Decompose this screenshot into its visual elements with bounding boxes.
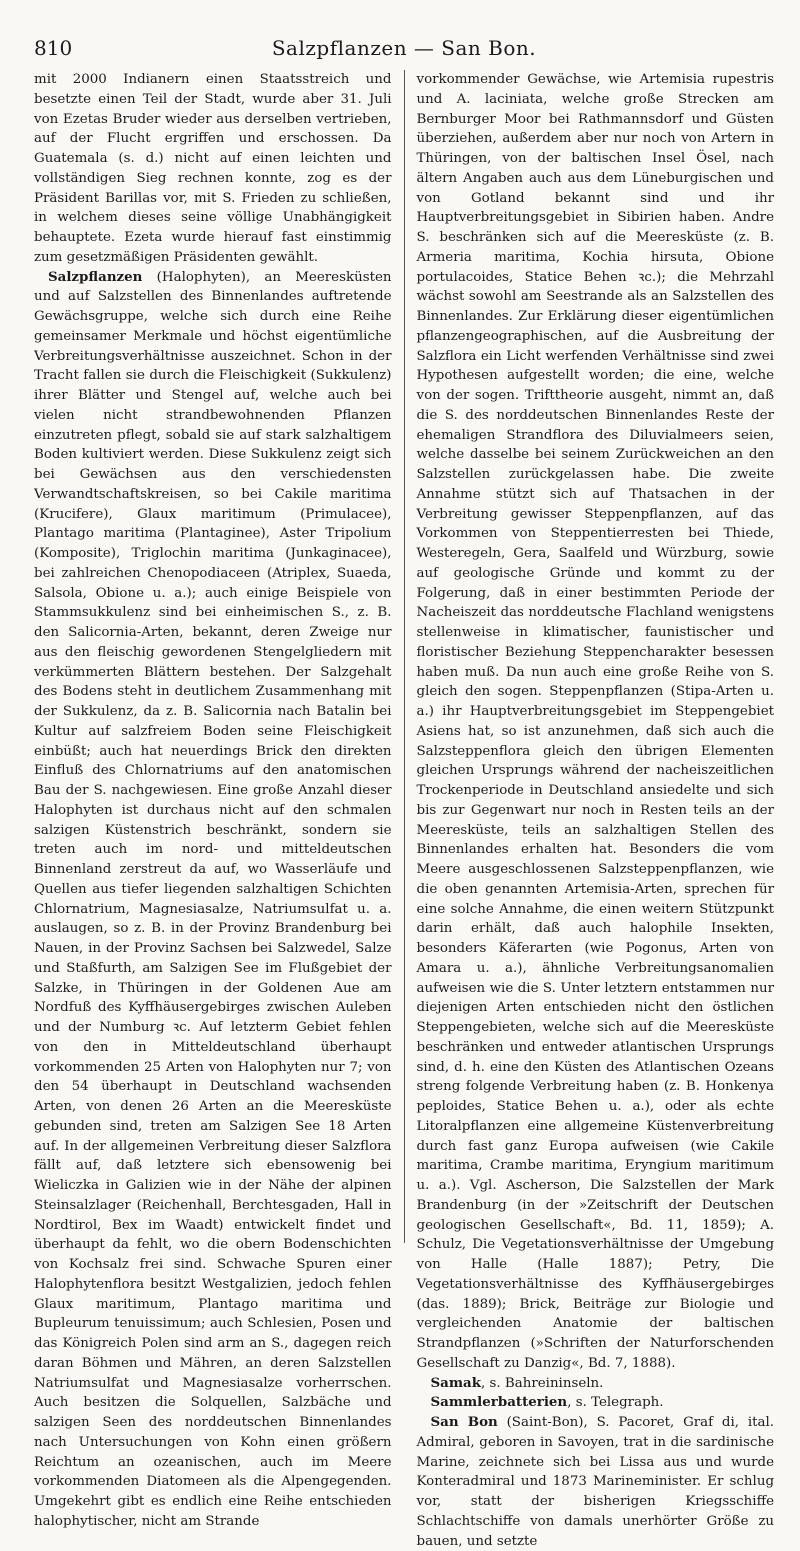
entry-sammlerbatterien [417,1393,775,1413]
column-divider [404,70,405,1243]
left-column [34,70,392,1529]
entry-san-bon [417,1413,775,1551]
page-header [34,36,774,66]
headword: Samak [430,1374,481,1391]
headword: Salzpflanzen [48,268,143,285]
entry-continuation: mit 2000 Indianern einen Staatsstreich und besetzte einen Teil der Stadt, wurde aber 31. Juli von Ezetas Bruder wieder aus derselben vertrieben, auf der Flucht ergriffen und erschossen. Da Guatemala (s. d.) nicht auf einen leichten und vollständigen Sieg rechnen konnte, zog es der Präsident Barillas vor, mit S. Frieden zu schließen, in welchem dieses seine völlige Unabhängigkeit behauptete. Ezeta wurde hierauf fast einstimmig zum gesetzmäßigen Präsidenten gewählt. [34,72,392,265]
entry-text: (Halophyten), an Meeresküsten und auf Salzstellen des Binnenlandes auftretende Gewächsgruppe, welche sich durch eine Reihe gemeinsamer Merkmale und höchst eigentümliche Verbreitungsverhältnisse auszeichnet. Schon in der Tracht fallen sie durch die Fleischigkeit (Sukkulenz) ihrer Blätter und Stengel auf, welche auch bei vielen nicht strandbewohnenden Pflanzen einzutreten pflegt, sobald sie auf stark salzhaltigem Boden kultiviert werden. Diese Sukkulenz zeigt sich bei Gewächsen aus den verschiedensten Verwandtschaftskreisen, so bei Cakile maritima (Krucifere), Glaux maritimum (Primulacee), Plantago maritima (Plantaginee), Aster Tripolium (Komposite), Triglochin maritima (Junkaginacee), bei zahlreichen Chenopodiaceen (Atriplex, Suaeda, Salsola, Obione u. a.); auch einige Beispiele von Stammsukkulenz sind bei einheimischen S., z. B. den Salicornia-Arten, bekannt, deren Zweige nur aus den fleischig gewordenen Stengelgliedern mit verkümmerten Blättern bestehen. Der Salzgehalt des Bodens steht in deutlichem Zusammenhang mit der Sukkulenz, da z. B. Salicornia nach Batalin bei Kultur auf salzfreiem Boden seine Fleischigkeit einbüßt; auch hat neuerdings Brick den direkten Einfluß des Chlornatriums auf den anatomischen Bau der S. nachgewiesen. Eine große Anzahl dieser Halophyten ist durchaus nicht auf den schmalen salzigen Küstenstrich beschränkt, sondern sie treten auch im nord- und mitteldeutschen Binnenland zerstreut da auf, wo Wasserläufe und Quellen aus tiefer liegenden salzhaltigen Schichten Chlornatrium, Magnesiasalze, Natriumsulfat u. a. auslaugen, so z. B. in der Provinz Brandenburg bei Nauen, in der Provinz Sachsen bei Salzwedel, Salze und Staßfurth, am Salzigen See im Flußgebiet der Salzke, in Thüringen in der Goldenen Aue am Nordfuß des Kyffhäusergebirges zwischen Auleben und der Numburg ꝛc. Auf letzterm Gebiet fehlen von den in Mitteldeutschland überhaupt vorkommenden 25 Arten von Halophyten nur 7; von den 54 überhaupt in Deutschland wachsenden Arten, von denen 26 Arten an die Meeresküste gebunden sind, treten am Salzigen See 18 Arten auf. In der allgemeinen Verbreitung dieser Salzflora fällt auf, daß letztere sich ebensowenig bei Wieliczka in Galizien wie in der Nähe der alpinen Steinsalzlager (Reichenhall, Berchtesgaden, Hall in Nordtirol, Bex im Waadt) entwickelt findet und überhaupt da fehlt, wo die obern Bodenschichten von Kochsalz frei sind. Schwache Spuren einer Halophytenflora besitzt Westgalizien, jedoch fehlen Glaux maritimum, Plantago maritima und Bupleurum tenuissimum; auch Schlesien, Posen und das Königreich Polen sind arm an S., dagegen reich daran Böhmen und Mähren, an deren Salzstellen Natriumsulfat und Magnesiasalze vorherrschen. Auch besitzen die Solquellen, Salzbäche und salzigen Seen des norddeutschen Binnenlandes nach Untersuchungen von Kohn einen größern Reichtum an ozeanischen, auch im Meere vorkommenden Diatomeen als die Alpengegenden. Umgekehrt gibt es endlich eine Reihe entschieden halophytischer, nicht am Strande [34,269,392,1529]
entry-text: , s. Bahreininseln. [480,1375,604,1391]
entry-text: (Saint-Bon), S. Pacoret, Graf di, ital. Admiral, geboren in Savoyen, trat in die sardinische Marine, zeichnete sich bei Lissa aus und wurde Konteradmiral und 1873 Marineminister. Er schlug vor, statt der bisherigen Kriegsschiffe Schlachtschiffe von damals unerhörter Größe zu bauen, und setzte [416,1415,775,1549]
entry-text: , s. Telegraph. [567,1395,664,1411]
entry-salzpflanzen [34,268,392,1532]
running-head: Salzpflanzen — San Bon. [271,36,537,60]
headword: San Bon [430,1414,498,1430]
entry-continuation: vorkommender Gewächse, wie Artemisia rupestris und A. laciniata, welche große Strecken am Bernburger Moor bei Rathmannsdorf und Güsten überziehen, außerdem aber nur noch von Artern in Thüringen, von der baltischen Insel Ösel, nach ältern Angaben auch aus dem Lüneburgischen und von Gotland bekannt sind und ihr Hauptverbreitungsgebiet in Sibirien haben. Andre S. beschränken sich auf die Meeresküste (z. B. Armeria maritima, Kochia hirsuta, Obione portulacoides, Statice Behen ꝛc.); die Mehrzahl wächst sowohl am Seestrande als an Salzstellen des Binnenlandes. Zur Erklärung dieser eigentümlichen pflanzengeographischen, auf die Ausbreitung der Salzflora ein Licht werfenden Verhältnisse sind zwei Hypothesen aufgestellt worden; die eine, welche von der sogen. Trifttheorie ausgeht, nimmt an, daß die S. des norddeutschen Binnenlandes Reste der ehemaligen Strandflora des Diluvialmeers seien, welche dasselbe bei seinem Zurückweichen an den Salzstellen zurückgelassen habe. Die zweite Annahme stützt sich auf Thatsachen in der Verbreitung gewisser Steppenpflanzen, auf das Vorkommen von Steppentierresten bei Thiede, Westeregeln, Gera, Saalfeld und Würzburg, sowie auf geologische Gründe und kommt zu der Folgerung, daß in einer bestimmten Periode der Nacheiszeit das norddeutsche Flachland wenigstens stellenweise in klimatischer, faunistischer und floristischer Beziehung Steppencharakter besessen haben muß. Da nun auch eine große Reihe von S. gleich den sogen. Steppenpflanzen (Stipa-Arten u. a.) ihr Hauptverbreitungsgebiet im Steppengebiet Asiens hat, so ist anzunehmen, daß sich auch die Salzsteppenflora gleich den übrigen Elementen gleichen Ursprungs während der nacheiszeitlichen Trockenperiode in Deutschland ansiedelte und sich bis zur Gegenwart nur noch in Resten teils an der Meeresküste, teils an salzhaltigen Stellen des Binnenlandes erhalten hat. Besonders die vom Meere ausgeschlossenen Salzsteppenpflanzen, wie die oben genannten Artemisia-Arten, sprechen für eine solche Annahme, die einen weitern Stützpunkt darin erhält, daß auch halophile Insekten, besonders Käferarten (wie Pogonus, Arten von Amara u. a.), ähnliche Verbreitungsanomalien aufweisen wie die S. Unter letztern entstammen nur diejenigen Arten entschieden nicht den östlichen Steppengebieten, welche sich auf die Meeresküste beschränken und entweder atlantischen Ursprungs sind, d. h. eine den Küsten des Atlantischen Ozeans streng folgende Verbreitung haben (z. B. Honkenya peploides, Statice Behen u. a.), oder als echte Litoralpflanzen eine allgemeine Küstenverbreitung durch fast ganz Europa aufweisen (wie Cakile maritima, Crambe maritima, Eryngium maritimum u. a.). Vgl. Ascherson, Die Salzstellen der Mark Brandenburg (in der »Zeitschrift der Deutschen geologischen Gesellschaft«, Bd. 11, 1859); A. Schulz, Die Vegetationsverhältnisse der Umgebung von Halle (Halle 1887); Petry, Die Vegetationsverhältnisse des Kyffhäusergebirges (das. 1889); Brick, Beiträge zur Biologie und vergleichenden Anatomie der baltischen Strandpflanzen (»Schriften der Naturforschenden Gesellschaft zu Danzig«, Bd. 7, 1888). [416,72,775,1371]
page-number: 810 [34,36,73,60]
text-columns [34,70,775,1549]
right-column [416,70,775,1549]
headword: Sammlerbatterien [430,1394,568,1411]
entry-samak [417,1374,775,1394]
